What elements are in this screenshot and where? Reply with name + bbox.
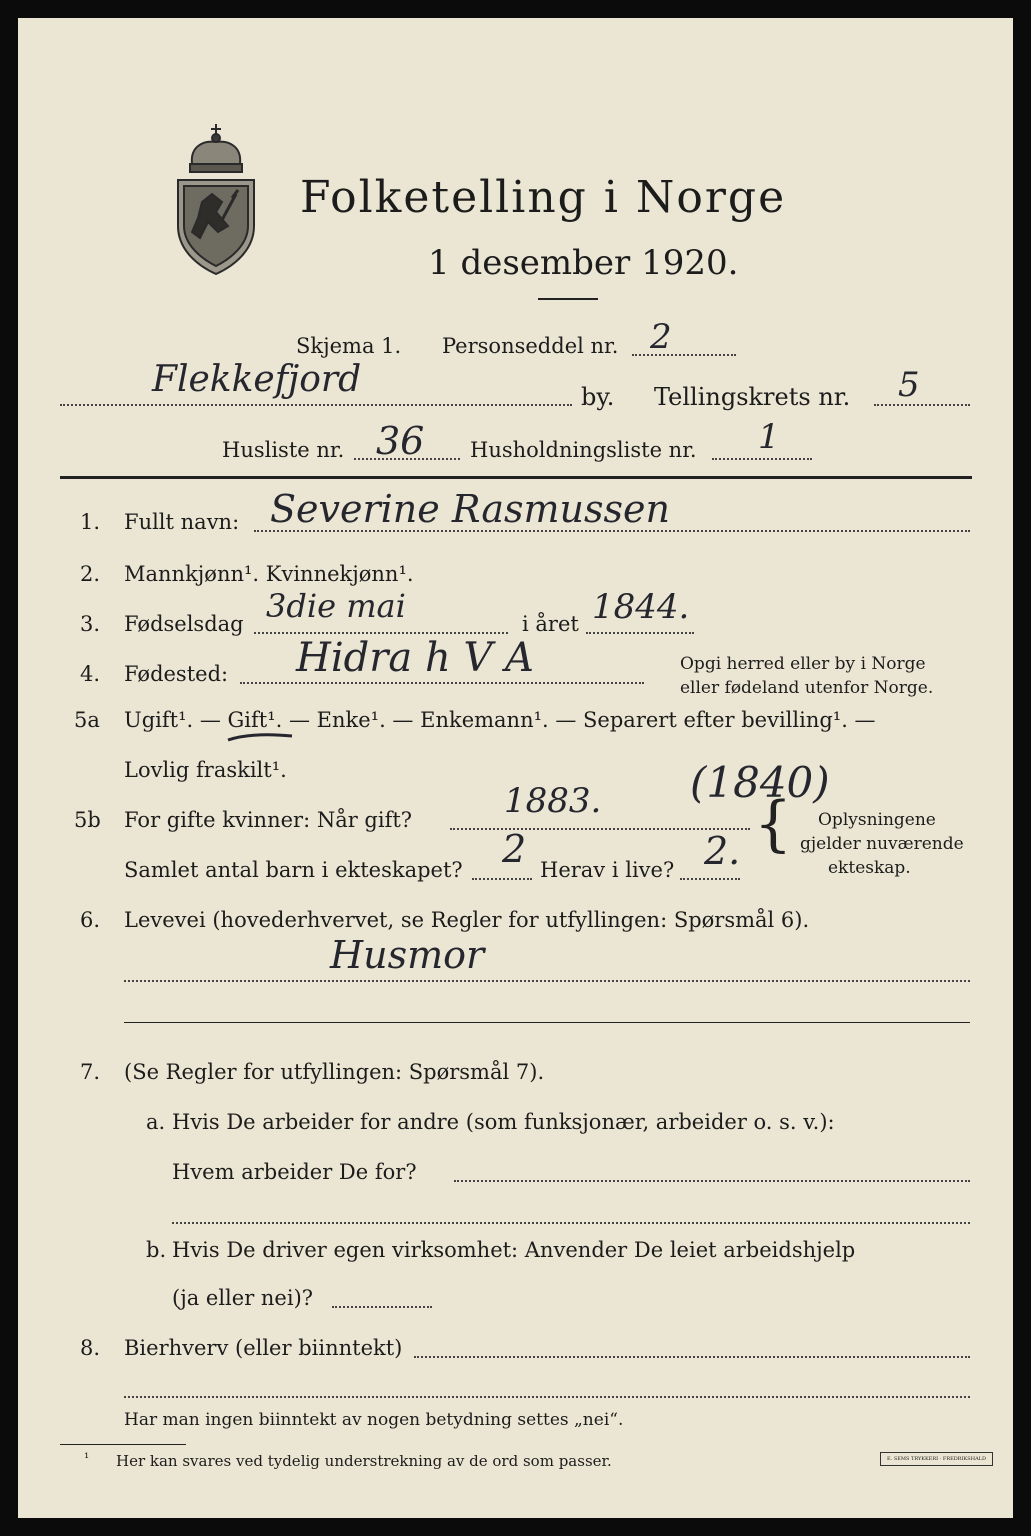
q6-number: 6. bbox=[80, 908, 101, 932]
q8-number: 8. bbox=[80, 1336, 101, 1360]
census-form bbox=[18, 18, 1013, 1518]
q7b-line-1: Hvis De driver egen virksomhet: Anvender De leiet arbeidshjelp bbox=[172, 1238, 856, 1262]
q8-field-2[interactable] bbox=[124, 1396, 970, 1398]
q1-value: Severine Rasmussen bbox=[270, 487, 670, 531]
q5b-barn-value: 2 bbox=[502, 827, 527, 871]
q6-field-2[interactable] bbox=[124, 1022, 970, 1023]
q3-number: 3. bbox=[80, 612, 101, 636]
q7b-line-2: (ja eller nei)? bbox=[172, 1286, 314, 1310]
personseddel-field[interactable] bbox=[632, 354, 736, 356]
q5a-line-1: Ugift¹. — Gift¹. — Enke¹. — Enkemann¹. — Separert efter bevilling¹. — bbox=[124, 708, 876, 732]
q4-note-2: eller fødeland utenfor Norge. bbox=[680, 678, 934, 698]
q1-number: 1. bbox=[80, 510, 101, 534]
header-rule bbox=[60, 476, 972, 479]
q2-label: Mannkjønn¹. Kvinnekjønn¹. bbox=[124, 562, 414, 586]
note-nei: Har man ingen biinntekt av nogen betydning settes „nei“. bbox=[124, 1410, 624, 1430]
q1-label: Fullt navn: bbox=[124, 510, 240, 534]
coat-of-arms-icon bbox=[170, 120, 262, 278]
q5b-bracket: { bbox=[754, 789, 793, 859]
q3-year-field[interactable] bbox=[586, 632, 694, 634]
q5b-gift-value: 1883. bbox=[504, 781, 602, 821]
q7-label: (Se Regler for utfyllingen: Spørsmål 7). bbox=[124, 1060, 545, 1084]
footnote-rule bbox=[60, 1444, 186, 1445]
q4-number: 4. bbox=[80, 662, 101, 686]
q5b-extra-value: (1840) bbox=[690, 758, 830, 807]
q5b-note-1: Oplysningene bbox=[818, 810, 936, 830]
q5b-note-2: gjelder nuværende bbox=[800, 834, 964, 854]
footnote-mark: ¹ bbox=[84, 1451, 90, 1466]
place-field[interactable] bbox=[60, 404, 572, 406]
q7b-field[interactable] bbox=[332, 1306, 432, 1308]
q7b-number: b. bbox=[146, 1238, 167, 1262]
q3-year-value: 1844. bbox=[592, 587, 690, 627]
q5b-label-1: For gifte kvinner: Når gift? bbox=[124, 808, 413, 832]
tellingskrets-label: Tellingskrets nr. bbox=[654, 383, 851, 411]
q4-label: Fødested: bbox=[124, 662, 229, 686]
gift-underline-mark bbox=[226, 730, 296, 744]
q5a-number: 5a bbox=[74, 708, 100, 732]
q5b-barn-field[interactable] bbox=[472, 878, 532, 880]
personseddel-value: 2 bbox=[650, 317, 672, 357]
title-rule bbox=[538, 298, 598, 300]
q3-year-label: i året bbox=[522, 612, 579, 636]
form-title: Folketelling i Norge bbox=[300, 172, 787, 223]
q4-value: Hidra h V A bbox=[296, 635, 534, 681]
by-label: by. bbox=[581, 383, 615, 411]
q7a-field-2[interactable] bbox=[172, 1222, 970, 1224]
q5b-note-3: ekteskap. bbox=[828, 858, 911, 878]
husholdning-label: Husholdningsliste nr. bbox=[470, 438, 697, 462]
q4-field[interactable] bbox=[240, 682, 644, 684]
tellingskrets-field[interactable] bbox=[874, 404, 970, 406]
husliste-value: 36 bbox=[376, 419, 425, 463]
q6-field-1[interactable] bbox=[124, 980, 970, 982]
schema-label: Skjema 1. bbox=[296, 334, 402, 358]
q3-label: Fødselsdag bbox=[124, 612, 244, 636]
q8-label: Bierhverv (eller biinntekt) bbox=[124, 1336, 403, 1360]
husholdning-field[interactable] bbox=[712, 458, 812, 460]
q6-value: Husmor bbox=[330, 933, 485, 977]
q2-number: 2. bbox=[80, 562, 101, 586]
q8-field-1[interactable] bbox=[414, 1356, 970, 1358]
q5b-number: 5b bbox=[74, 808, 101, 832]
q3-day-field[interactable] bbox=[254, 632, 508, 634]
printer-stamp: E. SEMS TRYKKERI · FREDRIKSHALD bbox=[880, 1452, 993, 1466]
footnote-text: Her kan svares ved tydelig understrekning av de ord som passer. bbox=[116, 1452, 612, 1470]
place-value: Flekkefjord bbox=[152, 359, 362, 400]
census-date: 1 desember 1920. bbox=[428, 243, 739, 283]
husliste-label: Husliste nr. bbox=[222, 438, 345, 462]
q7a-line-2: Hvem arbeider De for? bbox=[172, 1160, 417, 1184]
personseddel-label: Personseddel nr. bbox=[442, 334, 619, 358]
q4-note-1: Opgi herred eller by i Norge bbox=[680, 654, 926, 674]
husholdning-value: 1 bbox=[758, 417, 780, 457]
q7a-field-1[interactable] bbox=[454, 1180, 970, 1182]
q5b-herav-label: Herav i live? bbox=[540, 858, 675, 882]
q5a-line-2: Lovlig fraskilt¹. bbox=[124, 758, 287, 782]
q5b-label-2: Samlet antal barn i ekteskapet? bbox=[124, 858, 463, 882]
tellingskrets-value: 5 bbox=[898, 365, 920, 405]
q6-label: Levevei (hovederhvervet, se Regler for utfyllingen: Spørsmål 6). bbox=[124, 908, 810, 932]
q5b-live-field[interactable] bbox=[680, 878, 740, 880]
q7a-number: a. bbox=[146, 1110, 166, 1134]
q7-number: 7. bbox=[80, 1060, 101, 1084]
q3-day-value: 3die mai bbox=[266, 587, 406, 625]
q5b-live-value: 2. bbox=[704, 829, 741, 873]
q7a-line-1: Hvis De arbeider for andre (som funksjonær, arbeider o. s. v.): bbox=[172, 1110, 835, 1134]
